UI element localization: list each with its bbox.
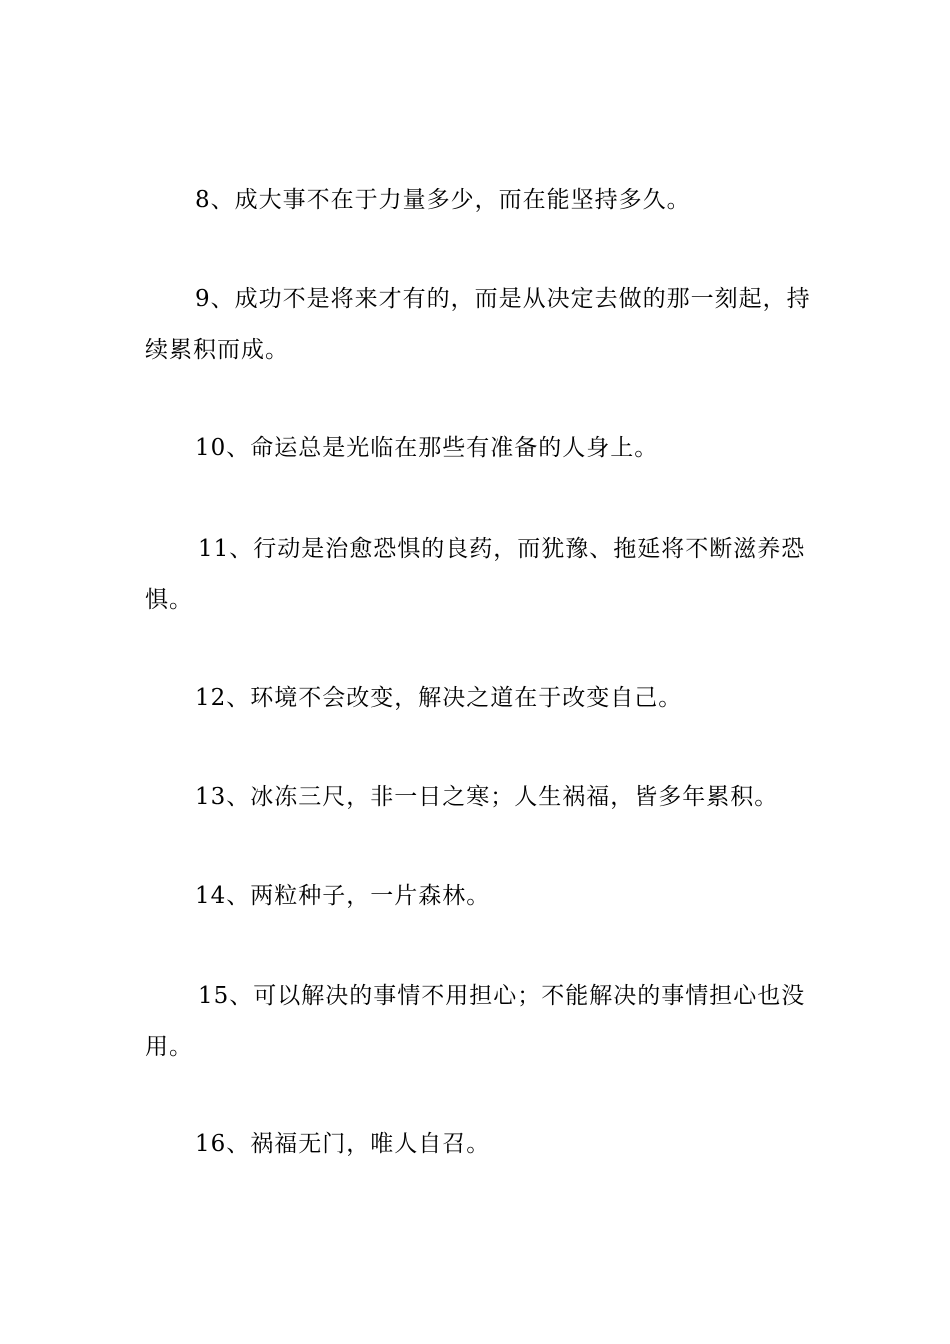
paragraph-13: 13、冰冻三尺，非一日之寒；人生祸福，皆多年累积。	[195, 784, 779, 810]
paragraph-8: 8、成大事不在于力量多少，而在能坚持多久。	[195, 187, 691, 213]
paragraph-16: 16、祸福无门，唯人自召。	[195, 1131, 491, 1157]
paragraph-14: 14、两粒种子，一片森林。	[195, 883, 491, 909]
paragraph-11: 11、行动是治愈恐惧的良药，而犹豫、拖延将不断滋养恐惧。	[145, 536, 806, 613]
paragraph-15: 15、可以解决的事情不用担心；不能解决的事情担心也没用。	[145, 983, 806, 1060]
paragraph-10: 10、命运总是光临在那些有准备的人身上。	[195, 435, 659, 461]
paragraph-12: 12、环境不会改变，解决之道在于改变自己。	[195, 685, 683, 711]
paragraph-9: 9、成功不是将来才有的，而是从决定去做的那一刻起，持续累积而成。	[145, 286, 811, 363]
